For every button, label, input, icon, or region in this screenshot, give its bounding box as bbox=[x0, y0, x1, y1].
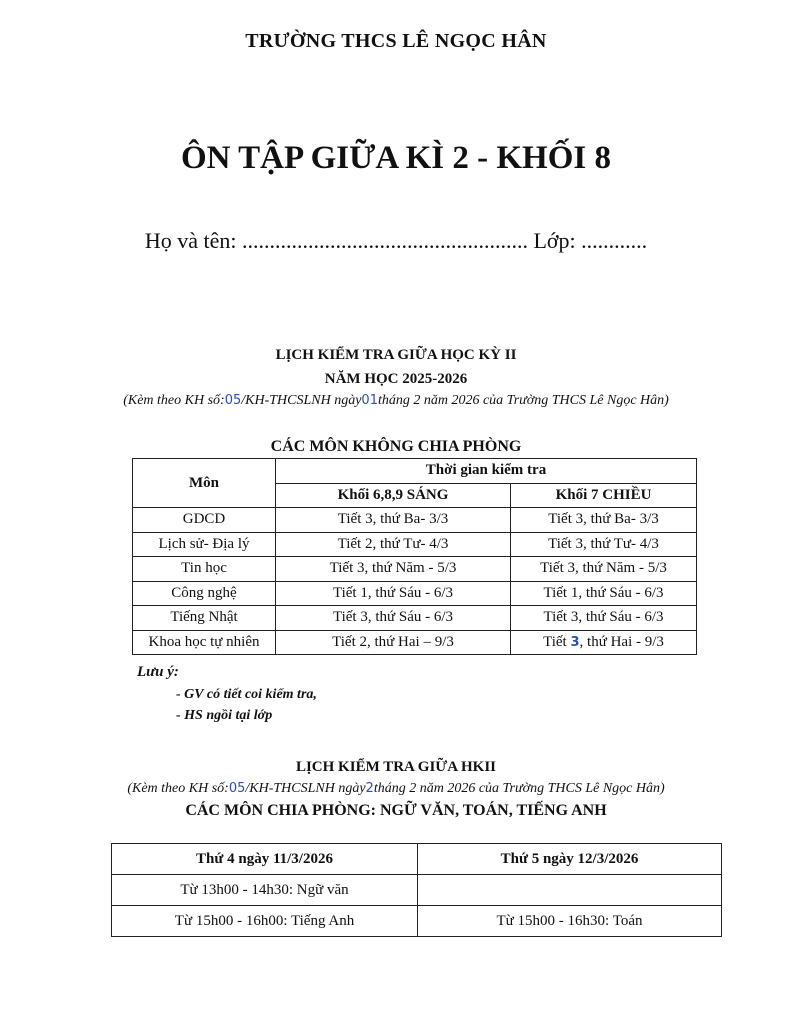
note-prefix: (Kèm theo KH số: bbox=[123, 393, 225, 408]
day2-cell bbox=[418, 875, 722, 906]
table-row bbox=[133, 532, 697, 557]
note-heading: Lưu ý: bbox=[137, 664, 179, 680]
note-item-1: - GV có tiết coi kiểm tra, bbox=[176, 687, 317, 702]
subject-cell: GDCD bbox=[133, 508, 276, 533]
handwritten-day: 01 bbox=[361, 393, 378, 408]
schedule1-title: LỊCH KIỂM TRA GIỮA HỌC KỲ II bbox=[275, 347, 517, 363]
table-row bbox=[112, 875, 722, 906]
note-suffix: tháng 2 năm 2026 của Trường THCS Lê Ngọc Hân) bbox=[373, 781, 665, 796]
morning-cell: Tiết 2, thứ Hai – 9/3 bbox=[276, 630, 511, 655]
handwritten-number: 05 bbox=[228, 781, 246, 796]
col-header-afternoon: Khối 7 CHIỀU bbox=[511, 483, 697, 508]
handwritten-day: 2 bbox=[365, 781, 374, 796]
day1-cell: Từ 15h00 - 16h00: Tiếng Anh bbox=[112, 906, 418, 937]
afternoon-cell: Tiết 3, thứ Ba- 3/3 bbox=[511, 508, 697, 533]
page-title: ÔN TẬP GIỮA KÌ 2 - KHỐI 8 bbox=[181, 140, 611, 176]
note-suffix: tháng 2 năm 2026 của Trường THCS Lê Ngọc Hân) bbox=[377, 393, 669, 408]
table-row bbox=[133, 508, 697, 533]
table-row bbox=[133, 581, 697, 606]
table-row bbox=[133, 557, 697, 582]
col-header-morning: Khối 6,8,9 SÁNG bbox=[276, 483, 511, 508]
col-header-day2: Thứ 5 ngày 12/3/2026 bbox=[418, 844, 722, 875]
note-item-2: - HS ngồi tại lớp bbox=[176, 708, 273, 723]
col-header-subject: Môn bbox=[133, 459, 276, 508]
table-row bbox=[133, 630, 697, 655]
room-exam-table bbox=[111, 843, 722, 937]
afternoon-suffix: , thứ Hai - 9/3 bbox=[579, 633, 664, 650]
note-prefix: (Kèm theo KH số: bbox=[127, 781, 229, 796]
name-label: Họ và tên: bbox=[144, 228, 237, 253]
schedule2-title: LỊCH KIỂM TRA GIỮA HKII bbox=[295, 759, 497, 775]
subject-cell: Công nghệ bbox=[133, 581, 276, 606]
handwritten-period: 3 bbox=[570, 634, 580, 650]
afternoon-cell: Tiết 3, thứ Sáu - 6/3 bbox=[511, 606, 697, 631]
section-title-no-room: CÁC MÔN KHÔNG CHIA PHÒNG bbox=[270, 438, 522, 455]
class-label: Lớp: bbox=[533, 228, 576, 253]
schedule2-attachment-note bbox=[0, 781, 792, 797]
class-blank: ............ bbox=[581, 228, 648, 253]
morning-cell: Tiết 3, thứ Năm - 5/3 bbox=[276, 557, 511, 582]
day2-cell: Từ 15h00 - 16h30: Toán bbox=[418, 906, 722, 937]
subject-cell: Lịch sử- Địa lý bbox=[133, 532, 276, 557]
note-mid: /KH-THCSLNH ngày bbox=[245, 781, 366, 796]
morning-cell: Tiết 3, thứ Ba- 3/3 bbox=[276, 508, 511, 533]
school-name: TRƯỜNG THCS LÊ NGỌC HÂN bbox=[245, 30, 547, 52]
afternoon-prefix: Tiết bbox=[543, 633, 571, 650]
day1-cell: Từ 13h00 - 14h30: Ngữ văn bbox=[112, 875, 418, 906]
table-row bbox=[133, 606, 697, 631]
morning-cell: Tiết 2, thứ Tư- 4/3 bbox=[276, 532, 511, 557]
table-row bbox=[112, 906, 722, 937]
student-info-line bbox=[0, 228, 792, 254]
section-title-room: CÁC MÔN CHIA PHÒNG: NGỮ VĂN, TOÁN, TIẾNG ANH bbox=[185, 802, 607, 819]
table-header-row bbox=[133, 459, 697, 484]
schedule1-attachment-note bbox=[0, 393, 792, 409]
morning-cell: Tiết 3, thứ Sáu - 6/3 bbox=[276, 606, 511, 631]
col-header-day1: Thứ 4 ngày 11/3/2026 bbox=[112, 844, 418, 875]
table-header-row bbox=[112, 844, 722, 875]
col-header-time: Thời gian kiểm tra bbox=[276, 459, 697, 484]
afternoon-cell: Tiết 3, thứ Tư- 4/3 bbox=[511, 532, 697, 557]
name-blank: .................................................... bbox=[241, 228, 528, 253]
subject-cell: Tiếng Nhật bbox=[133, 606, 276, 631]
afternoon-cell bbox=[511, 630, 697, 655]
afternoon-cell: Tiết 1, thứ Sáu - 6/3 bbox=[511, 581, 697, 606]
exam-schedule-table bbox=[132, 458, 697, 655]
subject-cell: Khoa học tự nhiên bbox=[133, 630, 276, 655]
handwritten-number: 05 bbox=[224, 393, 242, 408]
schedule1-year: NĂM HỌC 2025-2026 bbox=[324, 371, 468, 387]
morning-cell: Tiết 1, thứ Sáu - 6/3 bbox=[276, 581, 511, 606]
subject-cell: Tin học bbox=[133, 557, 276, 582]
afternoon-cell: Tiết 3, thứ Năm - 5/3 bbox=[511, 557, 697, 582]
note-mid: /KH-THCSLNH ngày bbox=[241, 393, 362, 408]
